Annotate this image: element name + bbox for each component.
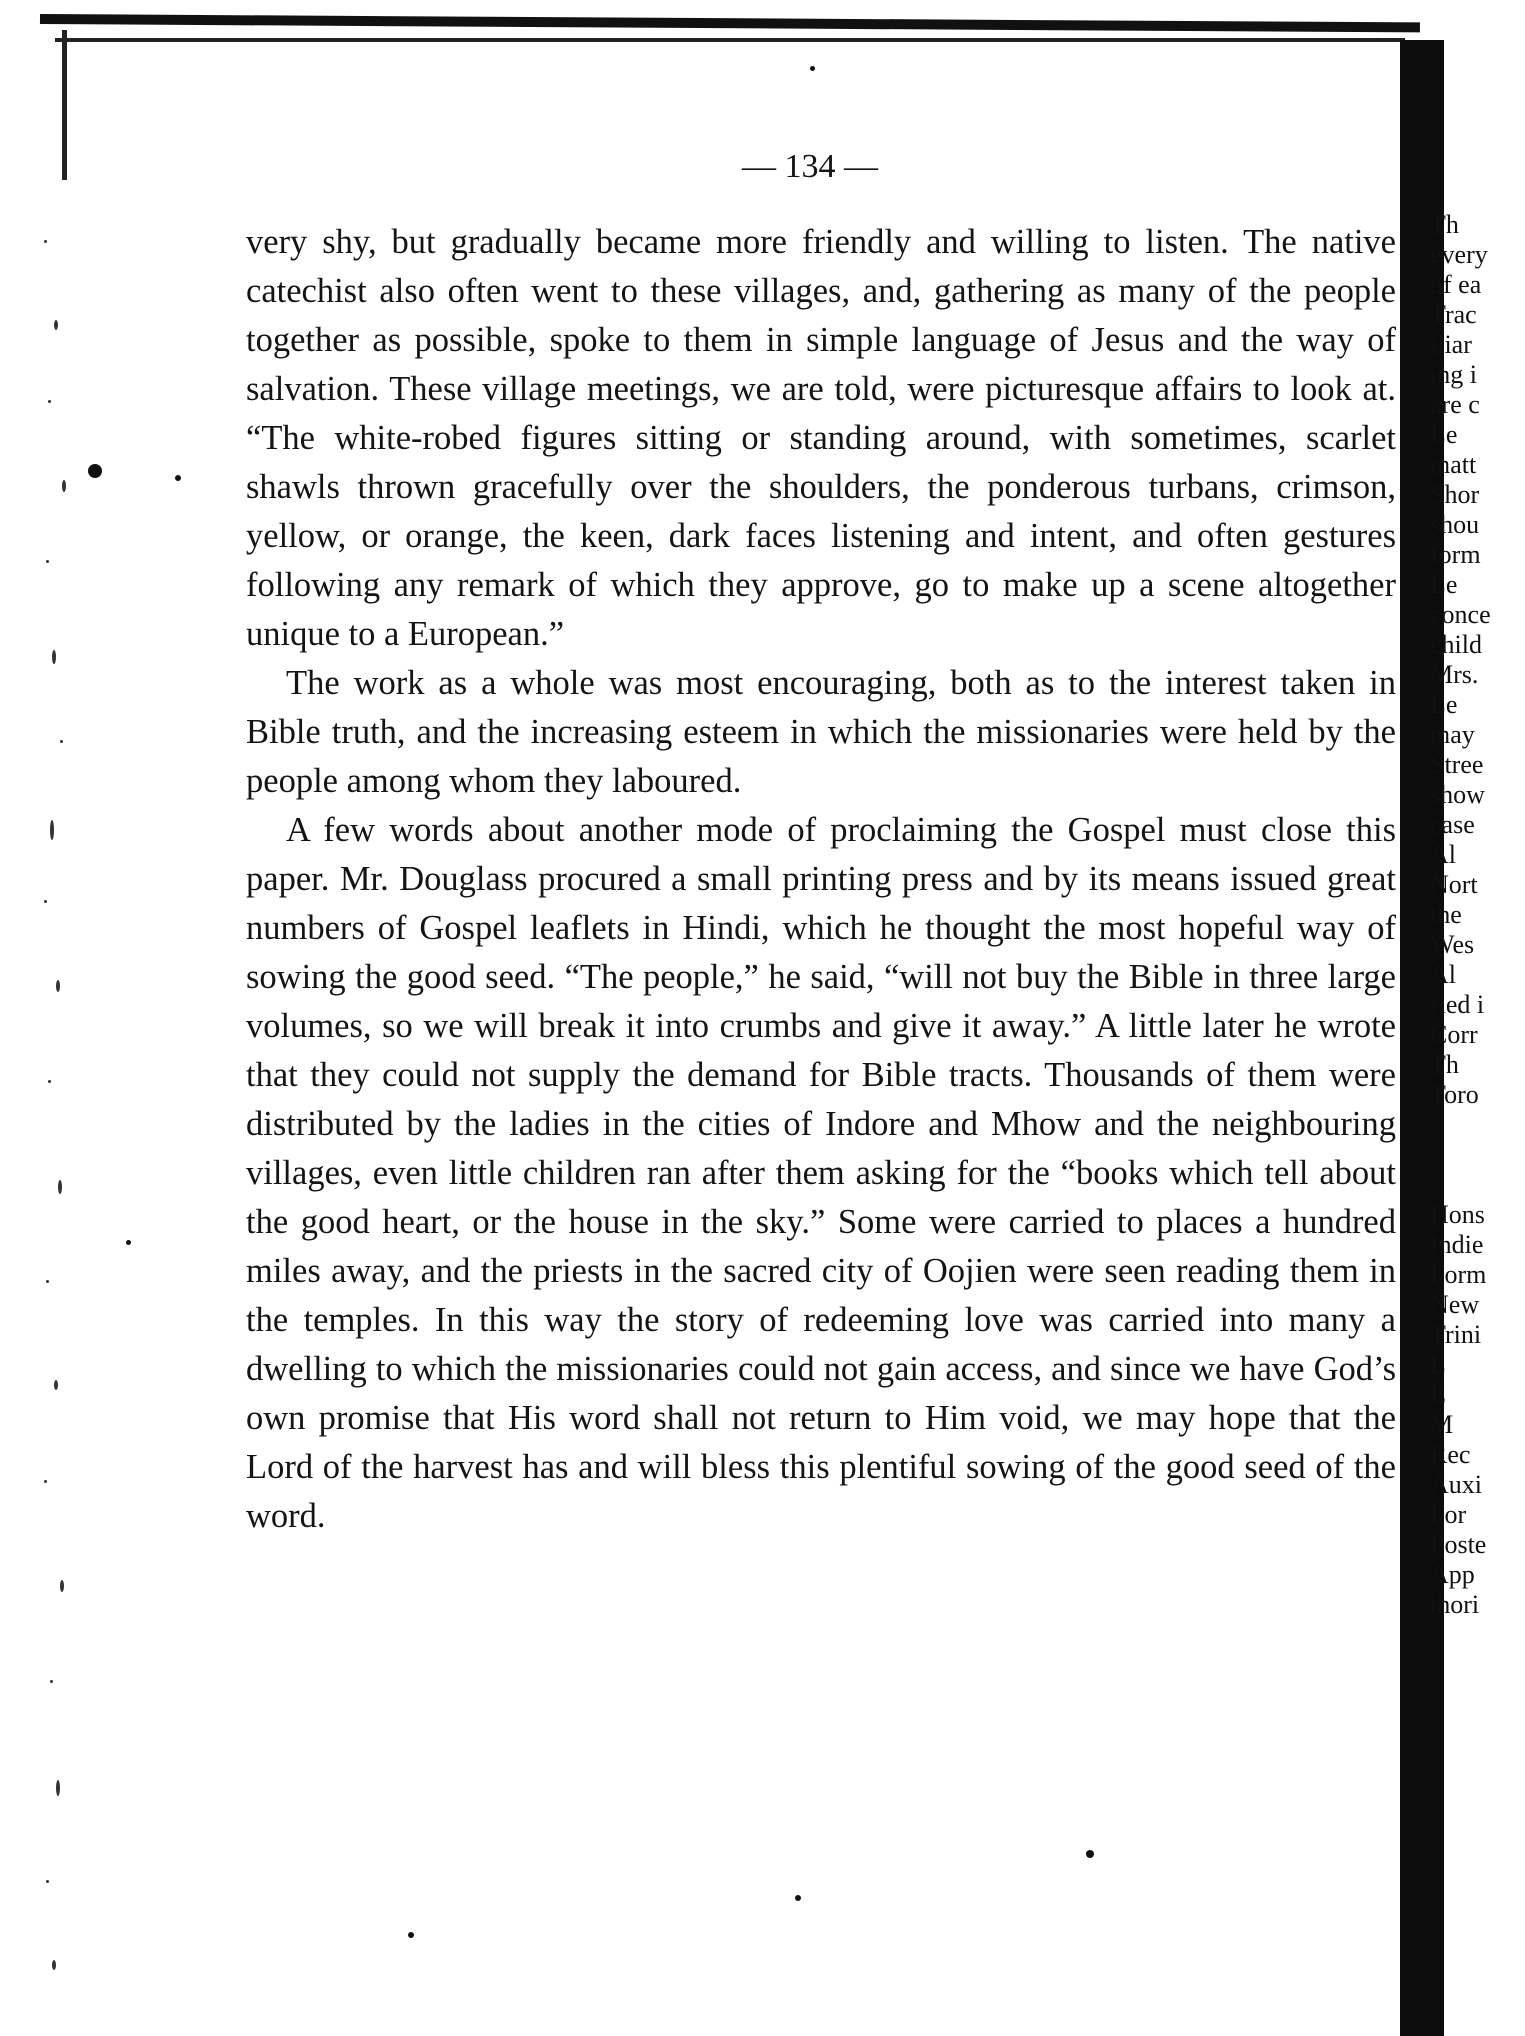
adjacent-fragment-line: [1430, 1110, 1525, 1140]
ink-spot: [1086, 1850, 1094, 1858]
adjacent-fragment-line: For: [1430, 1500, 1467, 1529]
adjacent-fragment-line: Toro: [1430, 1080, 1479, 1109]
page-body: [246, 218, 1396, 1541]
adjacent-fragment-line: [1430, 1170, 1525, 1200]
adjacent-fragment-line: [1430, 1140, 1525, 1170]
adjacent-fragment-line: show: [1430, 780, 1485, 809]
paragraph: very shy, but gradually became more friendly and willing to listen. The native catechist also often went to these villages, and, gathering as many of the people together as possible, spoke to them in simple language of Jesus and the way of salvation. These village meetings, we are told, were picturesque affairs to look at. “The white-robed figures sitting or standing around, with sometimes, scarlet shawls thrown gracefully over the shoulders, the ponderous turbans, crimson, yellow, or orange, the keen, dark faces listening and intent, and often gestures following any remark of which they approve, go to make up a scene altogether unique to a European.”: [246, 223, 1396, 653]
adjacent-fragment-line: Corr: [1430, 1020, 1478, 1049]
adjacent-fragment-line: Mrs.: [1430, 660, 1479, 689]
adjacent-fragment-line: Trac: [1430, 300, 1477, 329]
paragraph: The work as a whole was most encouraging, both as to the interest taken in Bible truth, and the increasing esteem in which the missionaries were held by the people among whom they laboured.: [246, 664, 1396, 800]
adjacent-fragment-line: L: [1430, 1350, 1446, 1379]
adjacent-fragment-line: New: [1430, 1290, 1480, 1319]
adjacent-fragment-line: are c: [1430, 390, 1480, 419]
adjacent-fragment-line: Auxi: [1430, 1470, 1482, 1499]
adjacent-fragment-line: Le: [1430, 690, 1458, 719]
adjacent-fragment-line: Wes: [1430, 930, 1475, 959]
adjacent-fragment-line: the: [1430, 900, 1462, 929]
adjacent-fragment-line: Th: [1430, 1050, 1459, 1079]
adjacent-fragment-line: child: [1430, 630, 1482, 659]
adjacent-fragment-line: Trini: [1430, 1320, 1482, 1349]
adjacent-fragment-line: every: [1430, 240, 1488, 269]
adjacent-fragment-line: Le: [1430, 420, 1458, 449]
adjacent-fragment-line: of ea: [1430, 270, 1482, 299]
adjacent-fragment-line: case: [1430, 810, 1475, 839]
adjacent-fragment-line: App: [1430, 1560, 1475, 1589]
adjacent-fragment-line: iliar: [1430, 330, 1472, 359]
ink-spot: [175, 475, 181, 481]
adjacent-fragment-line: E: [1430, 1380, 1446, 1409]
ink-spot: [126, 1240, 131, 1245]
adjacent-fragment-line: form: [1430, 540, 1481, 569]
adjacent-fragment-line: Shor: [1430, 480, 1480, 509]
adjacent-fragment-line: Indie: [1430, 1230, 1484, 1259]
ink-spot: [795, 1895, 801, 1901]
paragraph: A few words about another mode of proclaiming the Gospel must close this paper. Mr. Douglass procured a small printing press and by its means issued great numbers of Gospel leaflets in Hindi, which he thought the most hopeful way of sowing the good seed. “The people,” he said, “will not buy the Bible in three large volumes, so we will break it into crumbs and give it away.” A little later he wrote that they could not supply the demand for Bible tracts. Thousands of them were distributed by the ladies in the cities of Indore and Mhow and the neighbouring villages, even little children ran after them asking for the “books which tell about the good heart, or the house in the sky.” Some were carried to places a hundred miles away, and the priests in the sacred city of Oojien were seen reading them in the temples. In this way the story of redeeming love was carried into many a dwelling to which the missionaries could not gain access, and since we have God’s own promise that His word shall not return to Him void, we may hope that the Lord of the harvest has and will bless this plentiful sowing of the good seed of the word.: [246, 811, 1396, 1535]
adjacent-fragment-line: Al: [1430, 960, 1456, 989]
adjacent-fragment-line: Th: [1430, 210, 1459, 239]
left-border-line: [62, 30, 67, 180]
adjacent-fragment-line: M: [1430, 1410, 1454, 1439]
adjacent-fragment-line: shou: [1430, 510, 1480, 539]
adjacent-fragment-line: Rec: [1430, 1440, 1471, 1469]
adjacent-page-fragments: [1430, 210, 1525, 1620]
adjacent-fragment-line: Form: [1430, 1260, 1487, 1289]
ink-spot: [810, 66, 815, 71]
top-scan-rule: [40, 14, 1420, 32]
adjacent-fragment-line: may: [1430, 720, 1475, 749]
adjacent-fragment-line: matt: [1430, 450, 1477, 479]
adjacent-fragment-line: fied i: [1430, 990, 1485, 1019]
adjacent-fragment-line: Nort: [1430, 870, 1478, 899]
ink-spot: [408, 1932, 414, 1938]
page-number: — 134 —: [742, 148, 878, 185]
top-border-line: [55, 38, 1405, 42]
left-margin-specks: [40, 180, 80, 1980]
adjacent-fragment-line: Al: [1430, 840, 1456, 869]
adjacent-fragment-line: Poste: [1430, 1530, 1487, 1559]
ink-spot: [88, 464, 102, 478]
adjacent-fragment-line: thori: [1430, 1590, 1480, 1619]
adjacent-fragment-line: Le: [1430, 570, 1458, 599]
adjacent-fragment-line: conce: [1430, 600, 1491, 629]
adjacent-fragment-line: Stree: [1430, 750, 1484, 779]
adjacent-fragment-line: ing i: [1430, 360, 1477, 389]
adjacent-fragment-line: Hons: [1430, 1200, 1485, 1229]
